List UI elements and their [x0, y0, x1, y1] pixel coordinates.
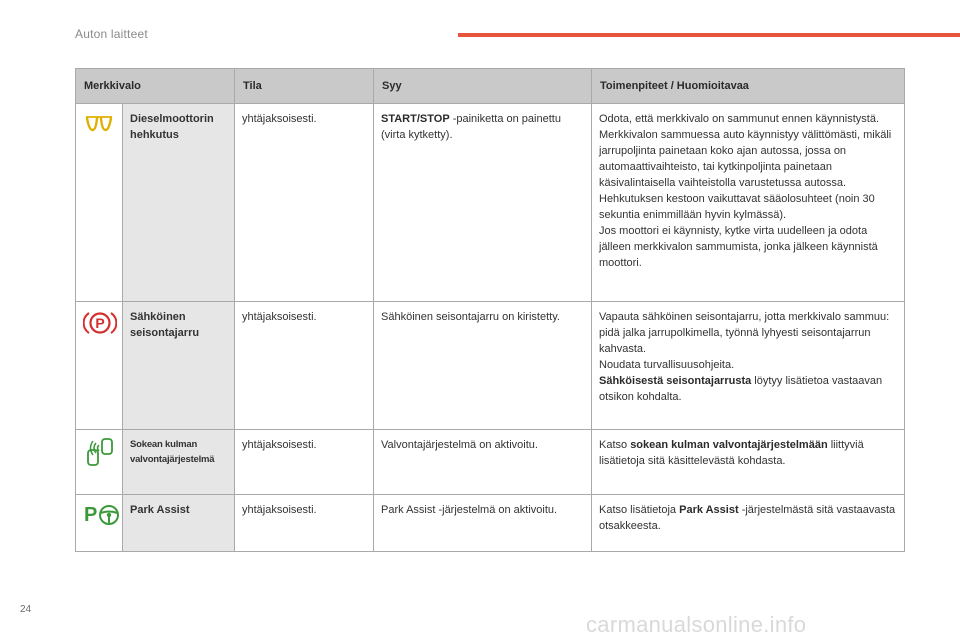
- action-line: Merkkivalon sammuessa auto käynnistyy välittömästi, mikäli jarrupoljinta painetaan koko ajan autossa, jossa on automaattivaihteisto, tai kytkinpoljinta painetaan käsivalintaisella vaihteistolla varustetussa autossa.: [599, 129, 892, 189]
- table-row: [76, 302, 905, 430]
- lamp-action: [592, 430, 905, 495]
- column-header-cause: Syy: [374, 69, 592, 104]
- reference-text: löytyy lisätietoa vastaavan otsikon kohdalta.: [599, 375, 883, 403]
- column-header-action: Toimenpiteet / Huomioitavaa: [592, 69, 905, 104]
- reference-label: sokean kulman valvontajärjestelmään: [630, 439, 828, 451]
- lamp-action: [592, 495, 905, 552]
- lamp-cause: Park Assist -järjestelmä on aktivoitu.: [374, 495, 592, 552]
- glow-plug-icon: [84, 114, 114, 137]
- lamp-icon-cell: [76, 495, 123, 552]
- lamp-cause: Sähköinen seisontajarru on kiristetty.: [374, 302, 592, 430]
- lamp-icon-cell: [76, 104, 123, 302]
- lamp-cause: [374, 104, 592, 302]
- action-line: Noudata turvallisuusohjeita.: [599, 359, 735, 371]
- reference-label: Sähköisestä seisontajarrusta: [599, 375, 752, 387]
- action-line: [599, 373, 897, 405]
- start-stop-label: START/STOP: [381, 113, 450, 125]
- action-line: Odota, että merkkivalo on sammunut ennen käynnistystä.: [599, 113, 880, 125]
- lamp-name: Park Assist: [123, 495, 235, 552]
- table-row: [76, 104, 905, 302]
- lamp-state: yhtäjaksoisesti.: [235, 302, 374, 430]
- svg-text:P: P: [84, 504, 98, 526]
- lamp-state: yhtäjaksoisesti.: [235, 495, 374, 552]
- page-number: 24: [20, 604, 32, 615]
- lamp-name: Sokean kulman valvontajärjestelmä: [123, 430, 235, 495]
- blind-spot-icon: [83, 437, 117, 472]
- lamp-action: [592, 302, 905, 430]
- lamp-icon-cell: [76, 430, 123, 495]
- lamp-cause: Valvontajärjestelmä on aktivoitu.: [374, 430, 592, 495]
- action-text: -järjestelmästä sitä vastaavasta otsakkeesta.: [599, 504, 896, 532]
- action-line: Vapauta sähköinen seisontajarru, jotta merkkivalo sammuu: pidä jalka jarrupolkimella, työnnä lyhyesti seisontajarrun kahvasta.: [599, 311, 890, 355]
- header-accent-bar: [458, 33, 960, 37]
- lamp-action: [592, 104, 905, 302]
- table-row: [76, 430, 905, 495]
- warning-lamp-table: [75, 68, 905, 552]
- action-line: Hehkutuksen kestoon vaikuttavat sääolosuhteet (noin 30 sekuntia enimmillään hyvin kylmässä).: [599, 193, 875, 221]
- column-header-lamp: Merkkivalo: [76, 69, 235, 104]
- action-text: Katso lisätietoja: [599, 504, 680, 516]
- lamp-state: yhtäjaksoisesti.: [235, 430, 374, 495]
- action-text: liittyviä lisätietoja sitä käsittelevästä kohdasta.: [599, 439, 864, 467]
- table-header-row: [76, 69, 905, 104]
- table-row: [76, 495, 905, 552]
- parking-brake-icon: [83, 309, 117, 342]
- reference-label: Park Assist: [679, 504, 739, 516]
- column-header-state: Tila: [235, 69, 374, 104]
- action-line: Jos moottori ei käynnisty, kytke virta uudelleen ja odota jälleen merkkivalon sammumista, jonka jälkeen käynnistä moottori.: [599, 225, 878, 269]
- park-assist-icon: [83, 502, 121, 533]
- lamp-name: Sähköinen seisontajarru: [123, 302, 235, 430]
- lamp-icon-cell: [76, 302, 123, 430]
- section-title: Auton laitteet: [75, 27, 148, 41]
- lamp-name: Dieselmoottorin hehkutus: [123, 104, 235, 302]
- cause-text: -painiketta on painettu (virta kytketty).: [381, 113, 561, 141]
- action-text: Katso: [599, 439, 631, 451]
- svg-text:P: P: [95, 315, 105, 331]
- watermark: carmanualsonline.info: [586, 612, 807, 637]
- lamp-state: yhtäjaksoisesti.: [235, 104, 374, 302]
